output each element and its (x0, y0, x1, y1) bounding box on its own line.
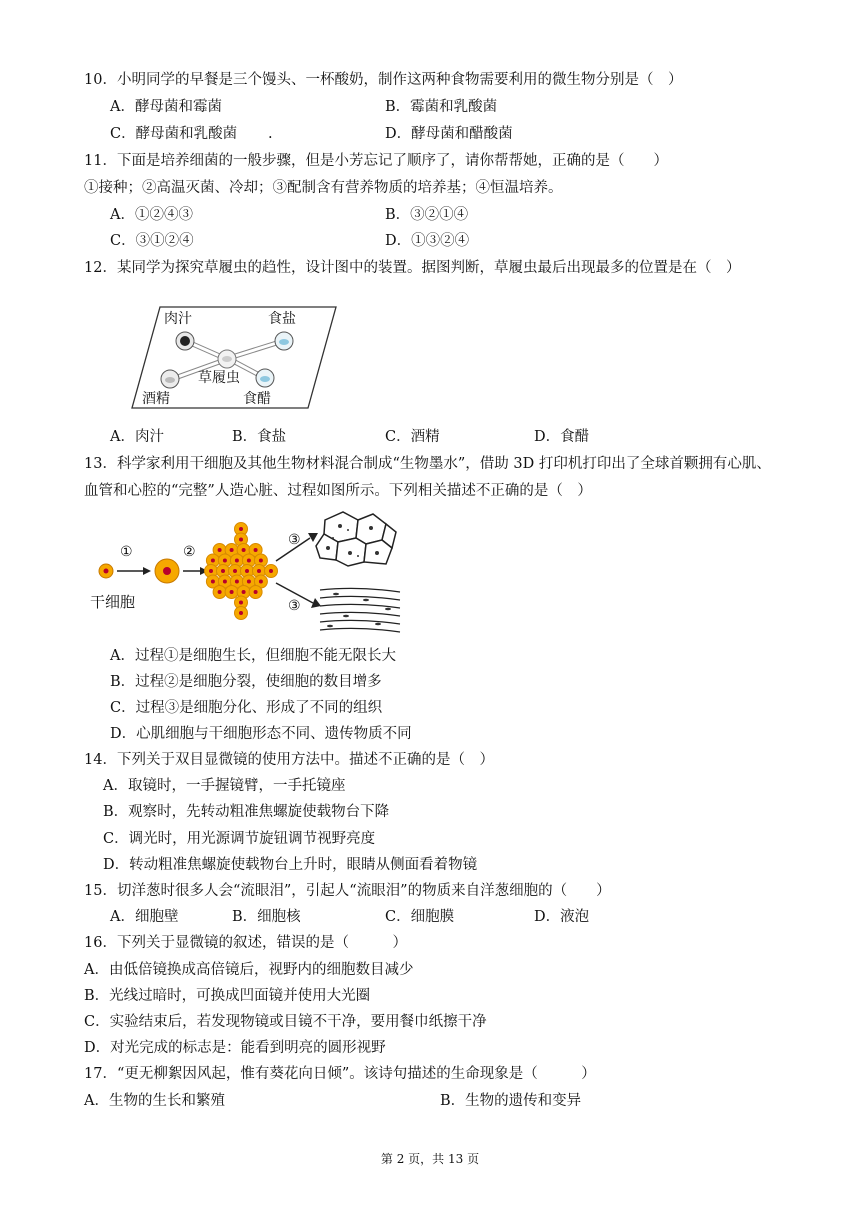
stem-cell-label: 干细胞 (90, 593, 136, 611)
q12-option-d: D．食醋 (534, 429, 590, 445)
q11-option-a: A．①②④③ (110, 207, 193, 223)
q13-option-a: A．过程①是细胞生长，但细胞不能无限长大 (110, 648, 396, 664)
q11-option-d: D．①③②④ (385, 233, 470, 249)
q14-option-d: D．转动粗准焦螺旋使载物台上升时，眼睛从侧面看着物镜 (103, 857, 478, 873)
q13-option-c: C．过程③是细胞分化、形成了不同的组织 (110, 700, 383, 716)
process-2-label: ② (183, 544, 196, 560)
q16-option-d: D．对光完成的标志是：能看到明亮的圆形视野 (84, 1040, 386, 1056)
label-salt: 食盐 (268, 311, 296, 327)
q10-option-a: A．酵母菌和霉菌 (110, 99, 222, 115)
q11-steps: ①接种；②高温灭菌、冷却；③配制含有营养物质的培养基；④恒温培养。 (84, 180, 563, 196)
q10-stem: 10．小明同学的早餐是三个馒头、一杯酸奶，制作这两种食物需要利用的微生物分别是（ ） (84, 72, 683, 88)
q15-option-d: D．液泡 (534, 909, 590, 925)
q14-option-c: C．调光时，用光源调节旋钮调节视野亮度 (103, 831, 376, 847)
q11-option-c: C．③①②④ (110, 233, 194, 249)
q12-option-c: C．酒精 (385, 429, 440, 445)
q16-stem: 16．下列关于显微镜的叙述，错误的是（ ） (84, 935, 407, 951)
label-meat-juice: 肉汁 (164, 311, 192, 327)
q16-option-a: A．由低倍镜换成高倍镜后，视野内的细胞数目减少 (84, 962, 414, 978)
q14-option-a: A．取镜时，一手握镜臂，一手托镜座 (103, 778, 346, 794)
q10-option-c: C．酵母菌和乳酸菌 (110, 126, 238, 142)
q16-option-b: B．光线过暗时，可换成凹面镜并使用大光圈 (84, 988, 371, 1004)
label-vinegar: 食醋 (243, 391, 271, 407)
process-3-label-bottom: ③ (288, 598, 301, 614)
q13-stem-line1: 13．科学家利用干细胞及其他生物材料混合制成“生物墨水”，借助 3D 打印机打印出了全球首颗拥有心肌、 (84, 456, 771, 472)
q10-option-d: D．酵母菌和醋酸菌 (385, 126, 513, 142)
q13-stem-line2: 血管和心腔的“完整”人造心脏、过程如图所示。下列相关描述不正确的是（ ） (84, 483, 592, 499)
q11-option-b: B．③②①④ (385, 207, 469, 223)
process-1-label: ① (120, 544, 133, 560)
q13-option-d: D．心肌细胞与干细胞形态不同、遗传物质不同 (110, 726, 412, 742)
q12-stem: 12．某同学为探究草履虫的趋性，设计图中的装置。据图判断，草履虫最后出现最多的位置是在（ ） (84, 260, 741, 276)
q15-stem: 15．切洋葱时很多人会“流眼泪”，引起人“流眼泪”的物质来自洋葱细胞的（ ） (84, 883, 611, 899)
q12-option-a: A．肉汁 (110, 429, 164, 445)
q16-option-c: C．实验结束后，若发现物镜或目镜不干净，要用餐巾纸擦干净 (84, 1014, 487, 1030)
q14-stem: 14．下列关于双目显微镜的使用方法中。描述不正确的是（ ） (84, 752, 494, 768)
q17-stem: 17．“更无柳絮因风起，惟有葵花向日倾”。该诗句描述的生命现象是（ ） (84, 1066, 596, 1082)
q10-option-b: B．霉菌和乳酸菌 (385, 99, 498, 115)
stem-cell-process-figure (88, 508, 408, 638)
q10-option-c-mark: . (268, 126, 273, 142)
stem-cell-diagram (88, 508, 408, 638)
q15-option-a: A．细胞壁 (110, 909, 179, 925)
page-number-footer: 第 2 页，共 13 页 (380, 1152, 480, 1166)
q13-option-b: B．过程②是细胞分裂，使细胞的数目增多 (110, 674, 382, 690)
label-paramecium: 草履虫 (198, 370, 240, 386)
label-alcohol: 酒精 (142, 391, 170, 407)
q14-option-b: B．观察时，先转动粗准焦螺旋使载物台下降 (103, 804, 390, 820)
process-3-label-top: ③ (288, 532, 301, 548)
q15-option-c: C．细胞膜 (385, 909, 455, 925)
q15-option-b: B．细胞核 (232, 909, 301, 925)
q17-option-a: A．生物的生长和繁殖 (84, 1093, 225, 1109)
q17-option-b: B．生物的遗传和变异 (440, 1093, 582, 1109)
paramecium-experiment-figure (130, 305, 340, 410)
q11-stem: 11．下面是培养细菌的一般步骤，但是小芳忘记了顺序了，请你帮帮她，正确的是（ ） (84, 153, 668, 169)
q12-option-b: B．食盐 (232, 429, 287, 445)
